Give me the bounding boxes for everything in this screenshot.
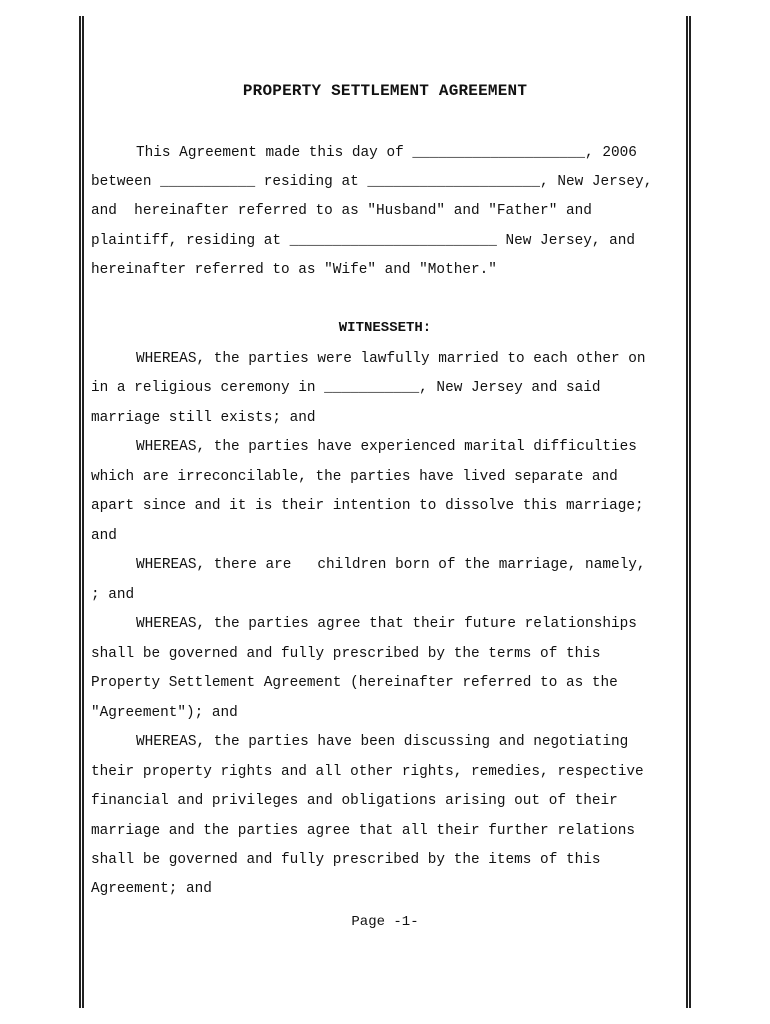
body-line: Property Settlement Agreement (hereinafter referred to as the	[91, 675, 618, 691]
section-heading: WITNESSETH:	[338, 320, 432, 336]
body-line: and	[91, 528, 117, 544]
intro-line: This Agreement made this day of ____________________, 2006	[136, 145, 637, 161]
right-margin-rule	[686, 16, 691, 1008]
body-line: marriage and the parties agree that all their further relations	[91, 823, 636, 839]
body-line: WHEREAS, there are children born of the marriage, namely,	[136, 557, 646, 573]
body-line: marriage still exists; and	[91, 410, 316, 426]
body-line: Agreement; and	[91, 881, 212, 897]
body-line: ; and	[91, 587, 135, 603]
body-line: which are irreconcilable, the parties have lived separate and	[91, 469, 618, 485]
intro-line: and hereinafter referred to as "Husband" and "Father" and	[91, 203, 592, 219]
body-line: "Agreement"); and	[91, 705, 238, 721]
body-line: WHEREAS, the parties agree that their future relationships	[136, 616, 637, 632]
body-line: WHEREAS, the parties were lawfully married to each other on	[136, 351, 646, 367]
document-title: PROPERTY SETTLEMENT AGREEMENT	[242, 82, 528, 100]
body-line: financial and privileges and obligations arising out of their	[91, 793, 618, 809]
body-line: shall be governed and fully prescribed by the items of this	[91, 852, 601, 868]
body-line: shall be governed and fully prescribed by the terms of this	[91, 646, 601, 662]
intro-line: between ___________ residing at ____________________, New Jersey,	[91, 174, 653, 190]
intro-line: hereinafter referred to as "Wife" and "Mother."	[91, 262, 497, 278]
body-line: in a religious ceremony in ___________, New Jersey and said	[91, 380, 601, 396]
body-line: their property rights and all other rights, remedies, respective	[91, 764, 644, 780]
intro-line: plaintiff, residing at ________________________ New Jersey, and	[91, 233, 636, 249]
body-line: WHEREAS, the parties have experienced marital difficulties	[136, 439, 637, 455]
page-number: Page -1-	[351, 914, 419, 930]
left-margin-rule	[79, 16, 84, 1008]
body-line: WHEREAS, the parties have been discussing and negotiating	[136, 734, 629, 750]
body-line: apart since and it is their intention to dissolve this marriage;	[91, 498, 644, 514]
